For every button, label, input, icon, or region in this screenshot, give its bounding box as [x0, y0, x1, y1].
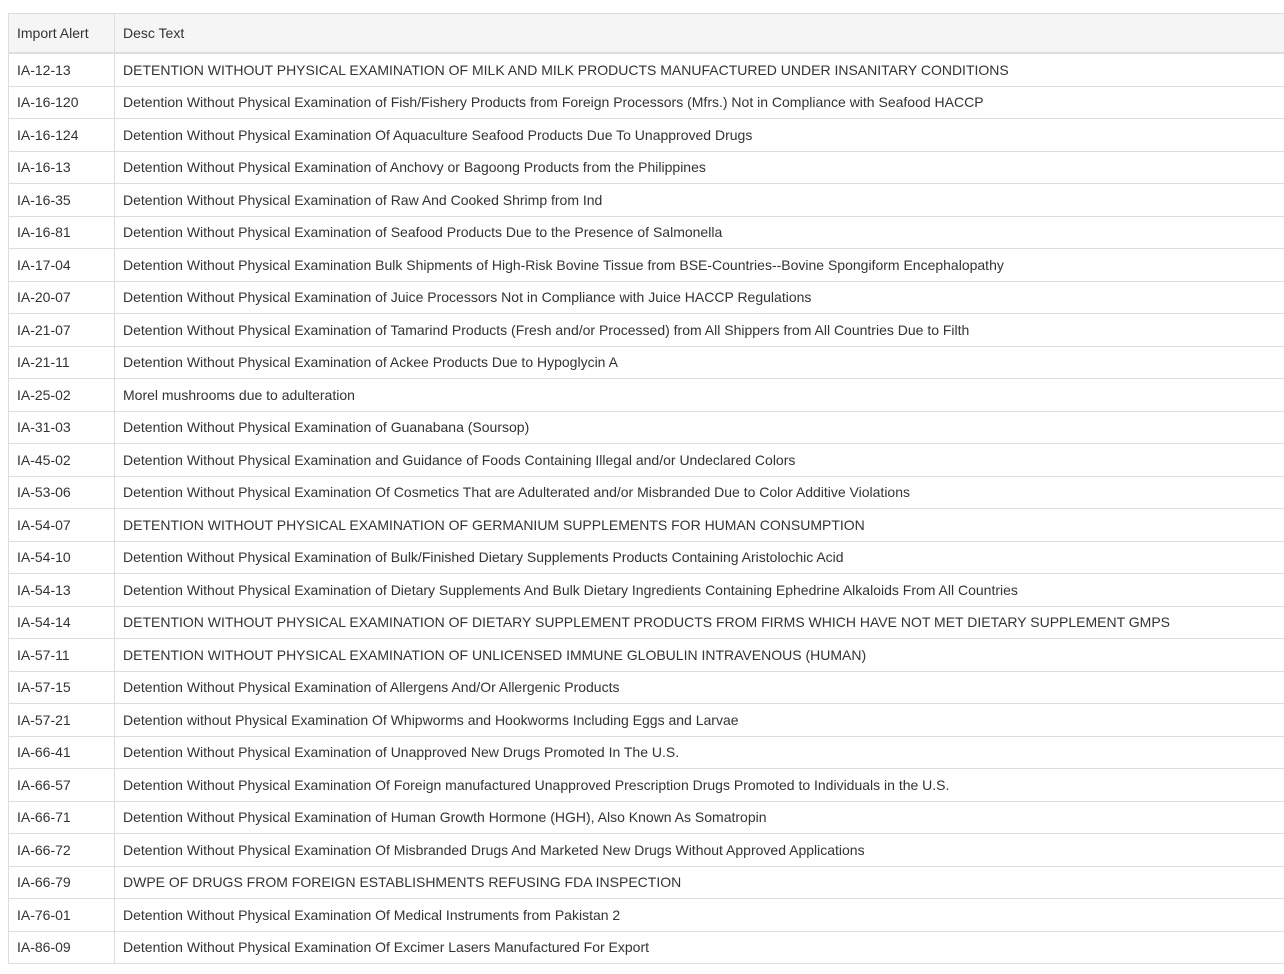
import-alert-cell: IA-20-07: [9, 281, 115, 314]
table-row[interactable]: [9, 86, 1284, 119]
table-row[interactable]: [9, 931, 1284, 964]
import-alert-cell: IA-57-21: [9, 704, 115, 737]
table-header: [9, 14, 1284, 54]
desc-text-cell: Detention Without Physical Examination of Anchovy or Bagoong Products from the Philippines: [115, 151, 1284, 184]
desc-text-cell: DETENTION WITHOUT PHYSICAL EXAMINATION OF UNLICENSED IMMUNE GLOBULIN INTRAVENOUS (HUMAN): [115, 639, 1284, 672]
import-alert-cell: IA-25-02: [9, 379, 115, 412]
desc-text-cell: DETENTION WITHOUT PHYSICAL EXAMINATION OF DIETARY SUPPLEMENT PRODUCTS FROM FIRMS WHICH HAVE NOT MET DIETARY SUPPLEMENT GMPS: [115, 606, 1284, 639]
desc-text-cell: Detention Without Physical Examination of Unapproved New Drugs Promoted In The U.S.: [115, 736, 1284, 769]
import-alert-cell: IA-66-71: [9, 801, 115, 834]
table-row[interactable]: [9, 736, 1284, 769]
import-alert-cell: IA-21-11: [9, 346, 115, 379]
desc-text-cell: Detention Without Physical Examination and Guidance of Foods Containing Illegal and/or Undeclared Colors: [115, 444, 1284, 477]
import-alert-cell: IA-53-06: [9, 476, 115, 509]
table-row[interactable]: [9, 606, 1284, 639]
import-alert-cell: IA-76-01: [9, 899, 115, 932]
desc-text-cell: Detention Without Physical Examination of Seafood Products Due to the Presence of Salmonella: [115, 216, 1284, 249]
import-alert-cell: IA-16-124: [9, 119, 115, 152]
import-alerts-table: [8, 13, 1284, 964]
table-row[interactable]: [9, 509, 1284, 542]
desc-text-cell: Detention Without Physical Examination Of Cosmetics That are Adulterated and/or Misbranded Due to Color Additive Violations: [115, 476, 1284, 509]
desc-text-cell: Detention Without Physical Examination Of Misbranded Drugs And Marketed New Drugs Without Approved Applications: [115, 834, 1284, 867]
import-alert-cell: IA-66-79: [9, 866, 115, 899]
desc-text-cell: Detention Without Physical Examination Of Medical Instruments from Pakistan 2: [115, 899, 1284, 932]
table-row[interactable]: [9, 249, 1284, 282]
import-alerts-table-container: [8, 13, 1284, 964]
import-alert-cell: IA-31-03: [9, 411, 115, 444]
desc-text-cell: Detention Without Physical Examination of Tamarind Products (Fresh and/or Processed) from All Shippers from All Countries Due to Filth: [115, 314, 1284, 347]
desc-text-cell: Detention Without Physical Examination of Human Growth Hormone (HGH), Also Known As Somatropin: [115, 801, 1284, 834]
import-alert-cell: IA-54-14: [9, 606, 115, 639]
header-row: [9, 14, 1284, 54]
table-row[interactable]: [9, 639, 1284, 672]
desc-text-cell: DWPE OF DRUGS FROM FOREIGN ESTABLISHMENTS REFUSING FDA INSPECTION: [115, 866, 1284, 899]
table-row[interactable]: [9, 346, 1284, 379]
table-row[interactable]: [9, 444, 1284, 477]
table-row[interactable]: [9, 379, 1284, 412]
import-alert-cell: IA-86-09: [9, 931, 115, 964]
table-row[interactable]: [9, 184, 1284, 217]
table-row[interactable]: [9, 314, 1284, 347]
table-row[interactable]: [9, 281, 1284, 314]
import-alert-cell: IA-16-81: [9, 216, 115, 249]
table-row[interactable]: [9, 216, 1284, 249]
desc-text-cell: Detention Without Physical Examination of Fish/Fishery Products from Foreign Processors (Mfrs.) Not in Compliance with Seafood HACCP: [115, 86, 1284, 119]
table-row[interactable]: [9, 834, 1284, 867]
import-alert-cell: IA-12-13: [9, 53, 115, 86]
table-row[interactable]: [9, 801, 1284, 834]
column-header-desc-text[interactable]: Desc Text: [115, 14, 1284, 54]
column-header-import-alert[interactable]: Import Alert: [9, 14, 115, 54]
table-row[interactable]: [9, 151, 1284, 184]
table-row[interactable]: [9, 769, 1284, 802]
desc-text-cell: Detention Without Physical Examination of Guanabana (Soursop): [115, 411, 1284, 444]
import-alert-cell: IA-16-120: [9, 86, 115, 119]
table-row[interactable]: [9, 671, 1284, 704]
import-alert-cell: IA-16-35: [9, 184, 115, 217]
desc-text-cell: Detention Without Physical Examination of Bulk/Finished Dietary Supplements Products Containing Aristolochic Acid: [115, 541, 1284, 574]
import-alert-cell: IA-57-11: [9, 639, 115, 672]
desc-text-cell: Morel mushrooms due to adulteration: [115, 379, 1284, 412]
import-alert-cell: IA-54-13: [9, 574, 115, 607]
table-row[interactable]: [9, 541, 1284, 574]
import-alert-cell: IA-57-15: [9, 671, 115, 704]
import-alert-cell: IA-66-72: [9, 834, 115, 867]
import-alert-cell: IA-54-07: [9, 509, 115, 542]
import-alert-cell: IA-16-13: [9, 151, 115, 184]
desc-text-cell: Detention Without Physical Examination of Raw And Cooked Shrimp from Ind: [115, 184, 1284, 217]
desc-text-cell: Detention Without Physical Examination of Allergens And/Or Allergenic Products: [115, 671, 1284, 704]
desc-text-cell: Detention Without Physical Examination Of Aquaculture Seafood Products Due To Unapproved Drugs: [115, 119, 1284, 152]
desc-text-cell: Detention Without Physical Examination of Dietary Supplements And Bulk Dietary Ingredients Containing Ephedrine Alkaloids From All Countries: [115, 574, 1284, 607]
table-row[interactable]: [9, 866, 1284, 899]
desc-text-cell: DETENTION WITHOUT PHYSICAL EXAMINATION OF GERMANIUM SUPPLEMENTS FOR HUMAN CONSUMPTION: [115, 509, 1284, 542]
desc-text-cell: Detention Without Physical Examination of Ackee Products Due to Hypoglycin A: [115, 346, 1284, 379]
desc-text-cell: Detention without Physical Examination Of Whipworms and Hookworms Including Eggs and Larvae: [115, 704, 1284, 737]
table-row[interactable]: [9, 53, 1284, 86]
table-row[interactable]: [9, 899, 1284, 932]
import-alert-cell: IA-66-57: [9, 769, 115, 802]
import-alert-cell: IA-21-07: [9, 314, 115, 347]
table-body: [9, 53, 1284, 964]
table-row[interactable]: [9, 476, 1284, 509]
table-row[interactable]: [9, 704, 1284, 737]
import-alert-cell: IA-66-41: [9, 736, 115, 769]
desc-text-cell: DETENTION WITHOUT PHYSICAL EXAMINATION OF MILK AND MILK PRODUCTS MANUFACTURED UNDER INSANITARY CONDITIONS: [115, 53, 1284, 86]
desc-text-cell: Detention Without Physical Examination of Juice Processors Not in Compliance with Juice HACCP Regulations: [115, 281, 1284, 314]
desc-text-cell: Detention Without Physical Examination Of Excimer Lasers Manufactured For Export: [115, 931, 1284, 964]
desc-text-cell: Detention Without Physical Examination Of Foreign manufactured Unapproved Prescription Drugs Promoted to Individuals in the U.S.: [115, 769, 1284, 802]
table-row[interactable]: [9, 119, 1284, 152]
import-alert-cell: IA-54-10: [9, 541, 115, 574]
table-row[interactable]: [9, 411, 1284, 444]
import-alert-cell: IA-45-02: [9, 444, 115, 477]
import-alert-cell: IA-17-04: [9, 249, 115, 282]
desc-text-cell: Detention Without Physical Examination Bulk Shipments of High-Risk Bovine Tissue from BSE-Countries--Bovine Spongiform Encephalopathy: [115, 249, 1284, 282]
table-row[interactable]: [9, 574, 1284, 607]
